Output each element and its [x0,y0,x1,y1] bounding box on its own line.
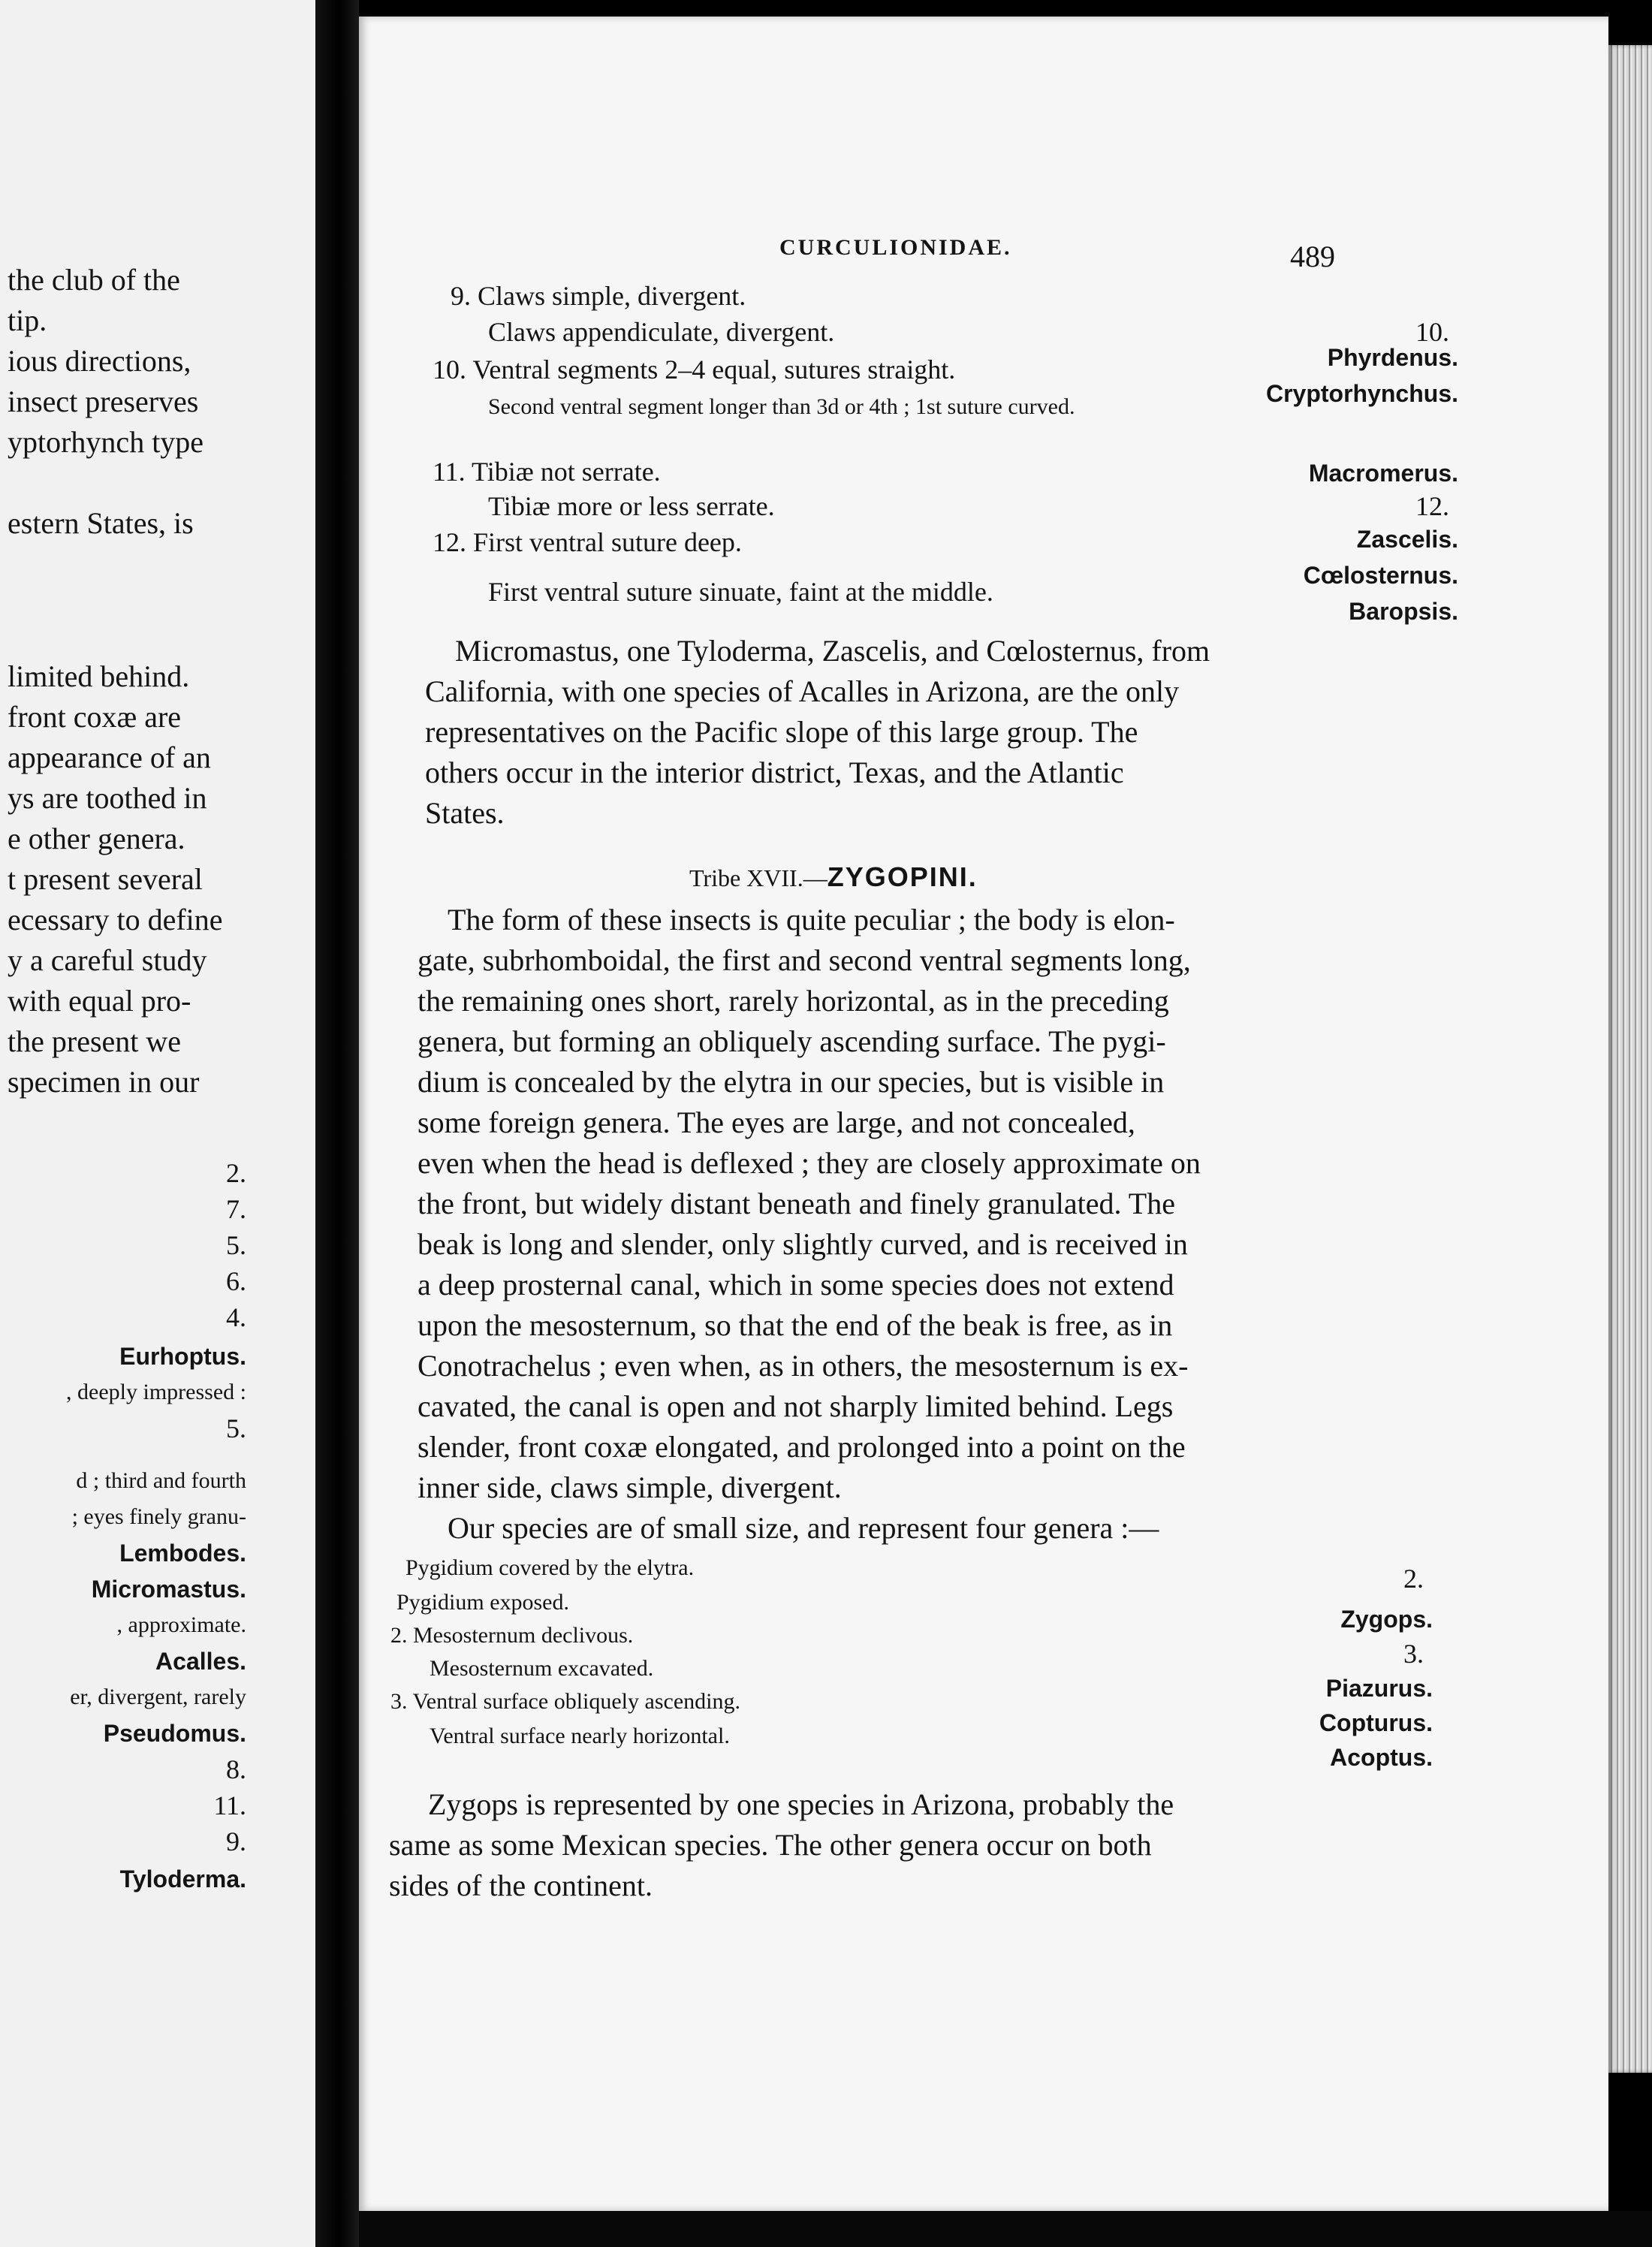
running-head: CURCULIONIDAE. [779,235,1012,260]
key-genus: Zascelis. [1356,526,1458,553]
left-key-genus: Micromastus. [91,1576,246,1603]
left-fragment: y a careful study [8,943,207,977]
left-key-text: er, divergent, rarely [70,1684,246,1709]
left-key-number: 7. [226,1194,246,1224]
key-genus: Zygops. [1340,1606,1433,1633]
left-fragment: appearance of an [8,740,211,774]
paragraph-line: Our species are of small size, and represent four genera :— [448,1511,1159,1545]
key-couplet: Pygidium exposed. [396,1590,569,1615]
left-key-genus: Pseudomus. [103,1720,246,1747]
key-genus: Cryptorhynchus. [1265,380,1458,407]
left-fragment: the club of the [8,263,180,297]
key-couplet: Ventral surface nearly horizontal. [430,1724,730,1748]
book-gutter [315,0,359,2247]
paragraph-line: cavated, the canal is open and not sharply limited behind. Legs [418,1389,1174,1423]
paragraph-line: sides of the continent. [389,1868,653,1902]
paragraph-line: genera, but forming an obliquely ascending surface. The pygi- [418,1024,1166,1058]
left-fragment: t present several [8,862,203,896]
key-couplet: 11. Tibiæ not serrate. [433,457,661,487]
left-key-number: 5. [226,1413,246,1443]
left-key-genus: Eurhoptus. [119,1343,246,1370]
paragraph-line: slender, front coxæ elongated, and prolonged into a point on the [418,1430,1186,1464]
paragraph-line: Zygops is represented by one species in Arizona, probably the [428,1787,1174,1821]
paragraph-line: the front, but widely distant beneath and finely granulated. The [418,1187,1175,1220]
left-fragment: e other genera. [8,822,185,855]
key-couplet: 9. Claws simple, divergent. [451,281,746,311]
key-couplet: Mesosternum excavated. [430,1656,654,1681]
left-fragment: limited behind. [8,659,190,693]
left-key-text: ; eyes finely granu- [71,1504,246,1529]
key-genus: Acoptus. [1330,1744,1433,1771]
key-number: 10. [1415,317,1449,347]
paragraph-line: beak is long and slender, only slightly curved, and is received in [418,1227,1188,1261]
left-fragment: ecessary to define [8,903,223,937]
left-key-genus: Tyloderma. [119,1865,246,1893]
key-couplet: First ventral suture sinuate, faint at the middle. [488,577,993,607]
key-couplet: Claws appendiculate, divergent. [488,317,835,347]
left-fragment: specimen in our [8,1065,200,1099]
paragraph-line: even when the head is deflexed ; they are closely approximate on [418,1146,1201,1180]
key-number: 12. [1415,491,1449,521]
paragraph-line: the remaining ones short, rarely horizontal, as in the preceding [418,984,1169,1018]
key-genus: Baropsis. [1349,598,1458,625]
paragraph-line: California, with one species of Acalles in Arizona, are the only [425,674,1180,708]
left-fragment: estern States, is [8,506,194,540]
tribe-heading [689,861,978,894]
paragraph-line: States. [425,796,505,830]
left-key-genus: Acalles. [155,1648,246,1675]
key-genus: Macromerus. [1308,460,1458,487]
left-fragment: the present we [8,1024,182,1058]
left-key-number: 5. [226,1230,246,1260]
left-key-number: 9. [226,1826,246,1856]
key-genus: Copturus. [1319,1709,1433,1736]
left-key-text: , approximate. [116,1612,246,1637]
key-couplet: Tibiæ more or less serrate. [488,491,775,521]
left-key-number: 4. [226,1302,246,1332]
paragraph-line: a deep prosternal canal, which in some species does not extend [418,1268,1174,1301]
left-key-number: 11. [213,1790,246,1820]
left-key-number: 2. [226,1158,246,1188]
key-number: 3. [1403,1639,1424,1669]
paragraph-line: representatives on the Pacific slope of this large group. The [425,715,1138,749]
key-genus: Phyrdenus. [1327,344,1458,371]
tribe-name: ZYGOPINI. [827,861,978,892]
key-couplet: Second ventral segment longer than 3d or 4th ; 1st suture curved. [488,394,1075,419]
tribe-prefix: Tribe XVII.— [689,864,828,891]
key-couplet: 2. Mesosternum declivous. [390,1623,634,1648]
key-number: 2. [1403,1564,1424,1594]
left-fragment: tip. [8,303,47,337]
left-fragment: yptorhynch type [8,425,204,459]
paragraph-line: inner side, claws simple, divergent. [418,1470,842,1504]
paragraph-line: others occur in the interior district, Texas, and the Atlantic [425,756,1124,789]
left-key-number: 8. [226,1754,246,1784]
key-genus: Piazurus. [1325,1675,1433,1702]
key-couplet: 3. Ventral surface obliquely ascending. [390,1689,740,1714]
paragraph-line: dium is concealed by the elytra in our species, but is visible in [418,1065,1165,1099]
left-key-genus: Lembodes. [119,1540,246,1567]
key-couplet: 10. Ventral segments 2–4 equal, sutures straight. [433,354,956,385]
page-edges [1608,45,1652,2073]
paragraph-line: gate, subrhomboidal, the first and second ventral segments long, [418,943,1191,977]
key-couplet: Pygidium covered by the elytra. [405,1555,695,1580]
left-key-text: , deeply impressed : [66,1380,246,1404]
left-fragment: ys are toothed in [8,781,207,815]
left-fragment: front coxæ are [8,700,182,734]
paragraph-line: upon the mesosternum, so that the end of the beak is free, as in [418,1308,1173,1342]
left-fragment: insect preserves [8,385,199,418]
paragraph-line: some foreign genera. The eyes are large, and not concealed, [418,1105,1135,1139]
paragraph-line: Conotrachelus ; even when, as in others, the mesosternum is ex- [418,1349,1189,1383]
key-couplet: 12. First ventral suture deep. [433,527,742,557]
left-fragment: with equal pro- [8,984,191,1018]
left-key-text: d ; third and fourth [76,1468,246,1493]
paragraph-line: same as some Mexican species. The other genera occur on both [389,1828,1152,1862]
scan-background [359,2211,1652,2247]
left-fragment: ious directions, [8,344,191,378]
key-genus: Cœlosternus. [1303,562,1458,589]
left-key-number: 6. [226,1266,246,1296]
paragraph-line: Micromastus, one Tyloderma, Zascelis, and Cœlosternus, from [455,634,1210,668]
page-number: 489 [1290,240,1335,273]
paragraph-line: The form of these insects is quite peculiar ; the body is elon- [448,903,1175,937]
right-page [359,17,1608,2211]
left-page [0,0,315,2247]
